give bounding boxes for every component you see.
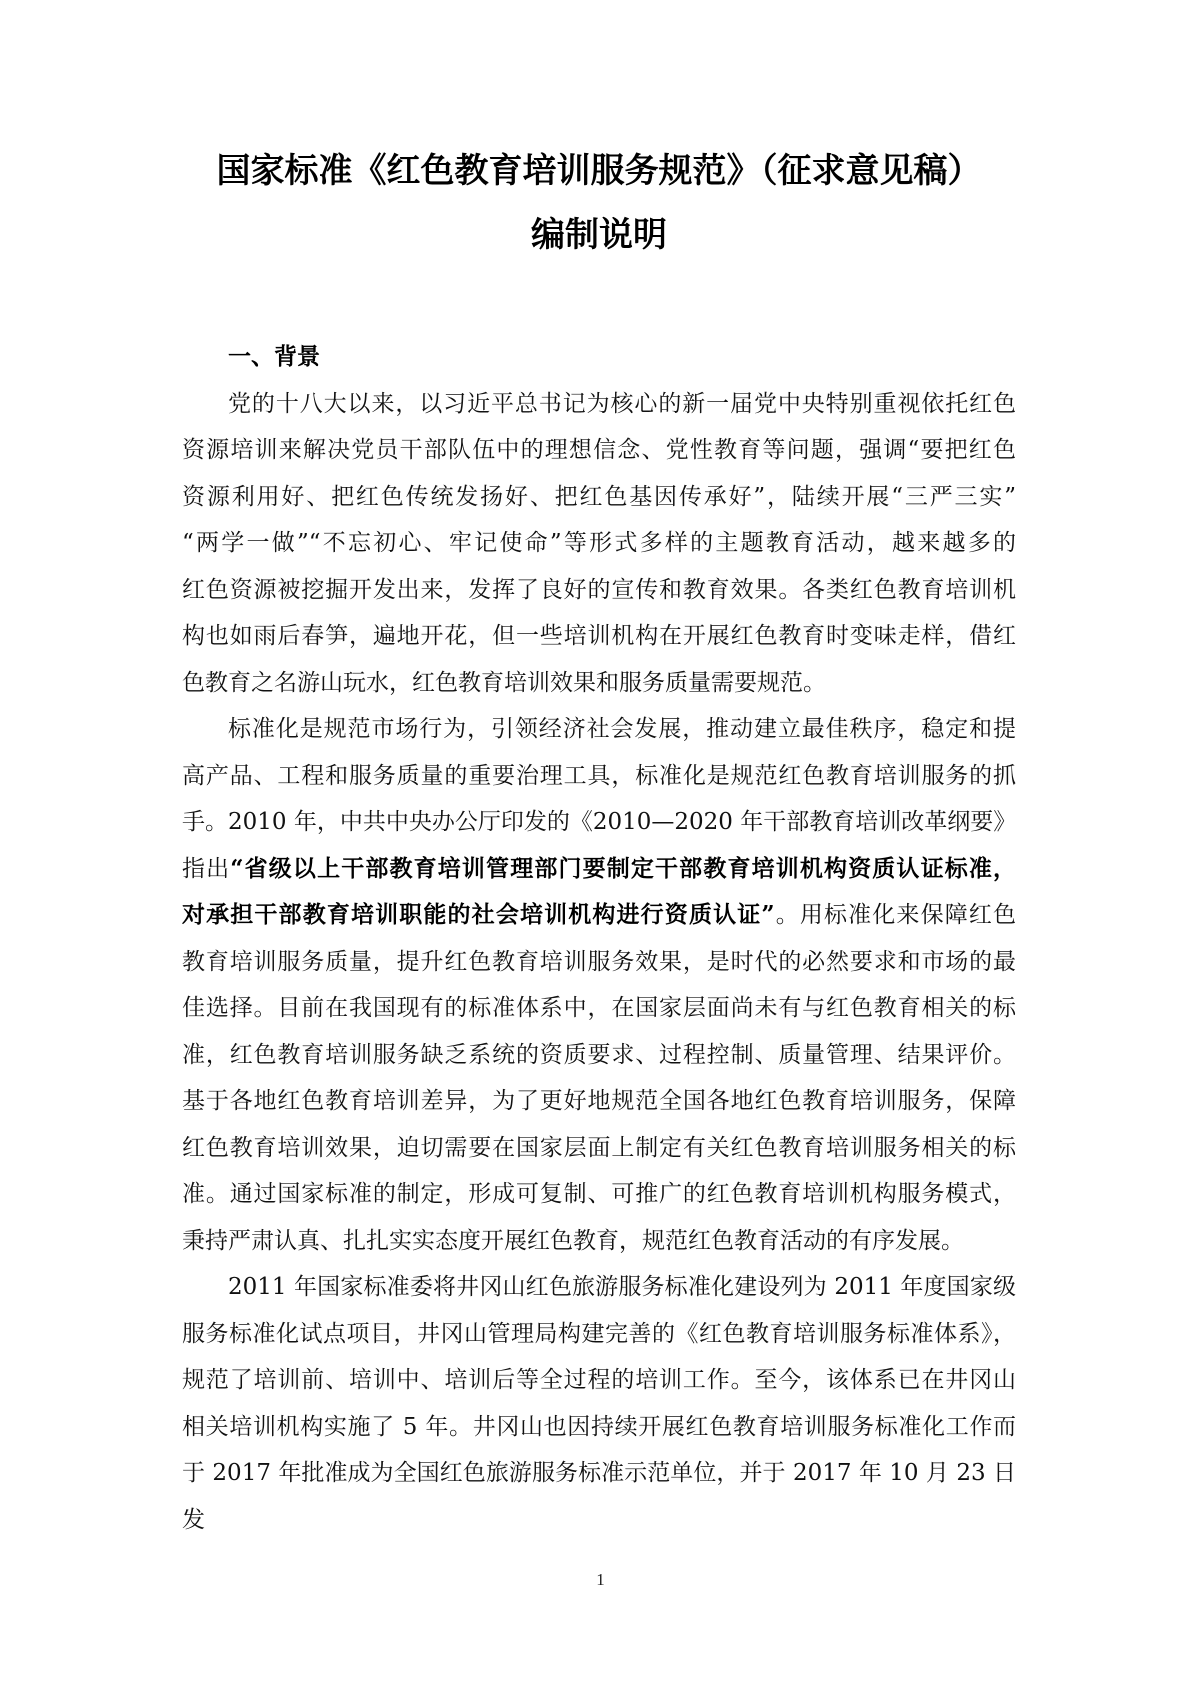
body-text-line: 资源利用好、把红色传统发扬好、把红色基因传承好”，陆续开展“三严三实” bbox=[182, 483, 1016, 510]
body-text-line: 构也如雨后春笋，遍地开花，但一些培训机构在开展红色教育时变味走样，借红 bbox=[182, 623, 1016, 649]
title-line-main: 国家标准《红色教育培训服务规范》（征求意见稿） bbox=[216, 151, 982, 191]
body-text-line: 相关培训机构实施了 5 年。井冈山也因持续开展红色教育培训服务标准化工作而 bbox=[182, 1413, 1016, 1440]
body-text-line: 标准化是规范市场行为，引领经济社会发展，推动建立最佳秩序，稳定和提 bbox=[228, 716, 1016, 742]
body-text-line: 教育培训服务质量，提升红色教育培训服务效果，是时代的必然要求和市场的最 bbox=[182, 948, 1016, 975]
body-paragraph bbox=[182, 381, 1016, 707]
body-text-line: 秉持严肃认真、扎扎实实态度开展红色教育，规范红色教育活动的有序发展。 bbox=[182, 1227, 964, 1254]
emphasized-text: 对承担干部教育培训职能的社会培训机构进行资质认证” bbox=[182, 901, 775, 928]
body-text-line: 基于各地红色教育培训差异，为了更好地规范全国各地红色教育培训服务，保障 bbox=[182, 1088, 1016, 1114]
body-text-line: 高产品、工程和服务质量的重要治理工具，标准化是规范红色教育培训服务的抓 bbox=[182, 762, 1016, 789]
body-text-line: 2011 年国家标准委将井冈山红色旅游服务标准化建设列为 2011 年度国家级 bbox=[228, 1274, 1016, 1300]
section-heading: 一、背景 bbox=[228, 344, 320, 370]
body-text-line: 色教育之名游山玩水，红色教育培训效果和服务质量需要规范。 bbox=[182, 669, 826, 696]
page-number: 1 bbox=[596, 1570, 605, 1589]
body-text-line: 于 2017 年批准成为全国红色旅游服务标准示范单位，并于 2017 年 10 月 23 日发 bbox=[182, 1460, 1016, 1533]
body-text-line: 服务标准化试点项目，井冈山管理局构建完善的《红色教育培训服务标准体系》， bbox=[182, 1320, 1016, 1347]
document-title bbox=[182, 139, 1016, 267]
body-text-line: 资源培训来解决党员干部队伍中的理想信念、党性教育等问题，强调“要把红色 bbox=[182, 437, 1016, 463]
body-text-line: 准。通过国家标准的制定，形成可复制、可推广的红色教育培训机构服务模式， bbox=[182, 1181, 1016, 1207]
title-line-sub: 编制说明 bbox=[531, 215, 667, 255]
body-text-line: 红色资源被挖掘开发出来，发挥了良好的宣传和教育效果。各类红色教育培训机 bbox=[182, 576, 1016, 603]
body-text-line: “两学一做”“不忘初心、牢记使命”等形式多样的主题教育活动，越来越多的 bbox=[182, 530, 1016, 556]
text-segment: 指出 bbox=[182, 855, 231, 882]
body-text-line bbox=[182, 892, 1016, 939]
body-text-line: 佳选择。目前在我国现有的标准体系中，在国家层面尚未有与红色教育相关的标 bbox=[182, 995, 1016, 1021]
body-text-line: 红色教育培训效果，迫切需要在国家层面上制定有关红色教育培训服务相关的标 bbox=[182, 1134, 1016, 1161]
document-body bbox=[182, 334, 1016, 1543]
body-paragraph bbox=[182, 1264, 1016, 1543]
body-text-line: 规范了培训前、培训中、培训后等全过程的培训工作。至今，该体系已在井冈山 bbox=[182, 1367, 1016, 1393]
body-text-line: 党的十八大以来，以习近平总书记为核心的新一届党中央特别重视依托红色 bbox=[228, 390, 1016, 417]
body-text-line: 准，红色教育培训服务缺乏系统的资质要求、过程控制、质量管理、结果评价。 bbox=[182, 1041, 1016, 1068]
body-paragraph bbox=[182, 706, 1016, 1264]
body-text-line bbox=[182, 846, 1016, 893]
emphasized-text: “省级以上干部教育培训管理部门要制定干部教育培训机构资质认证标准， bbox=[230, 854, 1016, 882]
body-text-line: 手。2010 年，中共中央办公厅印发的《2010—2020 年干部教育培训改革纲要》 bbox=[182, 809, 1017, 835]
text-segment: 。用标准化来保障红色 bbox=[774, 902, 1016, 928]
